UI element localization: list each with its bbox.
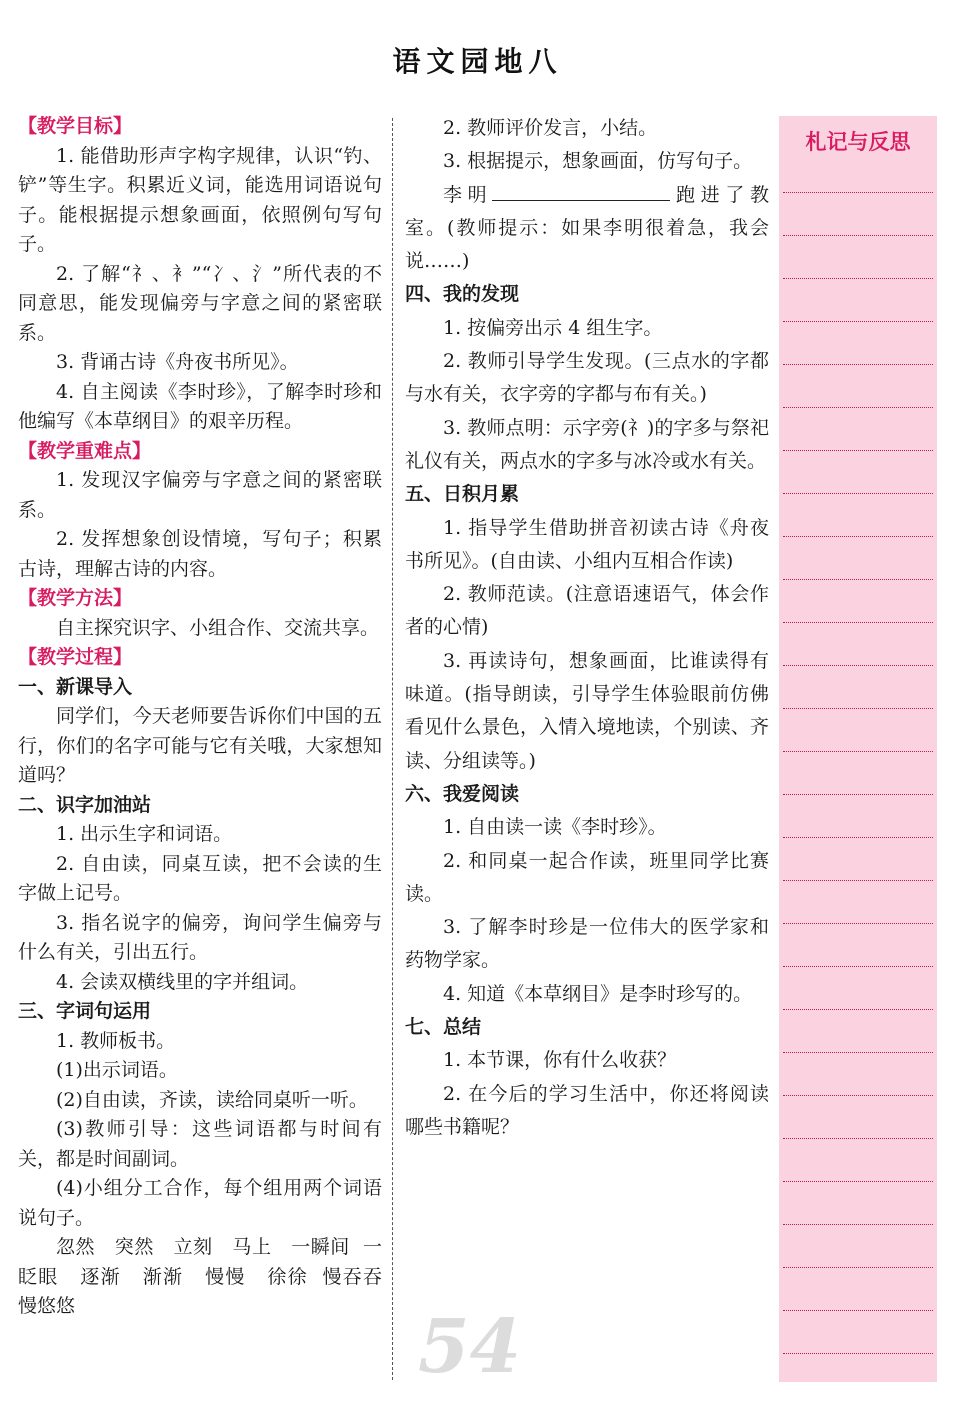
- left-column: [18, 112, 401, 1322]
- section-2-item-3: 3. 指名说字的偏旁，询问学生偏旁与什么有关，引出五行。: [18, 911, 382, 963]
- note-line: [783, 1310, 933, 1311]
- section-3-sub-4: (4)小组分工合作，每个组用两个词语说句子。: [18, 1177, 382, 1229]
- note-line: [783, 966, 933, 967]
- note-line: [783, 407, 933, 408]
- sidebar-title: 札记与反思: [805, 130, 911, 154]
- note-line: [783, 837, 933, 838]
- section-3-sub-3: (3)教师引导：这些词语都与时间有关，都是时间副词。: [18, 1118, 382, 1170]
- section-6-title: 六、我爱阅读: [405, 782, 520, 805]
- section-1-text: 同学们，今天老师要告诉你们中国的五行，你们的名字可能与它有关哦，大家想知道吗？: [18, 705, 382, 786]
- heading-method: 【教学方法】: [18, 587, 133, 609]
- middle-column: [405, 112, 769, 1144]
- heading-process: 【教学过程】: [18, 646, 133, 668]
- note-line: [783, 364, 933, 365]
- note-line: [783, 1095, 933, 1096]
- column-divider: [392, 118, 393, 1380]
- fill-in-sentence: [405, 179, 769, 279]
- note-line: [783, 1353, 933, 1354]
- note-line: [783, 1267, 933, 1268]
- section-2-item-2: 2. 自由读，同桌互读，把不会读的生字做上记号。: [18, 852, 382, 904]
- note-line: [783, 708, 933, 709]
- section-6-item-3: 3. 了解李时珍是一位伟大的医学家和药物学家。: [405, 916, 769, 972]
- section-3-sub-1: (1)出示词语。: [56, 1059, 178, 1081]
- section-2-item-1: 1. 出示生字和词语。: [56, 823, 233, 845]
- note-line: [783, 923, 933, 924]
- note-line: [783, 536, 933, 537]
- note-line: [783, 1138, 933, 1139]
- note-line: [783, 579, 933, 580]
- section-4-item-2: 2. 教师引导学生发现。(三点水的字都与水有关，衣字旁的字都与布有关。): [405, 350, 769, 406]
- section-5-item-2: 2. 教师范读。(注意语速语气，体会作者的心情): [405, 583, 769, 639]
- key-point-1: 1. 发现汉字偏旁与字意之间的紧密联系。: [18, 469, 382, 521]
- section-2-title: 二、识字加油站: [18, 793, 152, 816]
- section-7-item-1: 1. 本节课，你有什么收获？: [443, 1049, 677, 1072]
- section-1-title: 一、新课导入: [18, 675, 133, 698]
- section-5-item-1: 1. 指导学生借助拼音初读古诗《舟夜书所见》。(自由读、小组内互相合作读): [405, 516, 769, 572]
- section-5-title: 五、日积月累: [405, 483, 520, 506]
- note-line: [783, 1181, 933, 1182]
- note-line: [783, 794, 933, 795]
- section-5-item-3: 3. 再读诗句，想象画面，比谁读得有味道。(指导朗读，引导学生体验眼前仿佛看见什么景色，入情入境地读，个别读、齐读、分组读等。): [405, 649, 769, 772]
- key-point-2: 2. 发挥想象创设情境，写句子；积累古诗，理解古诗的内容。: [18, 528, 382, 580]
- sentence-rest: 跑进了教室。(教师提示：如果李明很着急，我会说……): [405, 183, 769, 273]
- note-line: [783, 1009, 933, 1010]
- note-line: [783, 751, 933, 752]
- note-line: [783, 665, 933, 666]
- note-line: [783, 493, 933, 494]
- page-title: 语文园地八: [392, 45, 563, 78]
- section-3-sub-2: (2)自由读，齐读，读给同桌听一听。: [56, 1088, 368, 1111]
- section-7-item-2: 2. 在今后的学习生活中，你还将阅读哪些书籍呢？: [405, 1082, 769, 1138]
- heading-goals: 【教学目标】: [18, 115, 133, 137]
- section-3-item-1: 1. 教师板书。: [56, 1029, 176, 1052]
- section-6-item-2: 2. 和同桌一起合作读，班里同学比赛读。: [405, 849, 769, 905]
- note-line: [783, 321, 933, 322]
- answer-blank: [492, 180, 670, 201]
- heading-key-points: 【教学重难点】: [18, 439, 152, 462]
- notes-sidebar: [779, 116, 937, 1382]
- goal-2: 2. 了解“礻、衤”“冫、氵”所代表的不同意思，能发现偏旁与字意之间的紧密联系。: [18, 262, 382, 344]
- section-6-item-4: 4. 知道《本草纲目》是李时珍写的。: [443, 982, 753, 1005]
- note-line: [783, 235, 933, 236]
- goal-4: 4. 自主阅读《李时珍》，了解李时珍和他编写《本草纲目》的艰辛历程。: [18, 380, 382, 432]
- section-6-item-1: 1. 自由读一读《李时珍》。: [443, 816, 667, 839]
- note-line: [783, 622, 933, 623]
- section-4-title: 四、我的发现: [405, 283, 520, 306]
- sentence-subject: 李明: [443, 183, 493, 206]
- method-text: 自主探究识字、小组合作、交流共享。: [56, 616, 380, 639]
- note-line: [783, 278, 933, 279]
- page-number: 54: [418, 1304, 521, 1390]
- note-line: [783, 1224, 933, 1225]
- section-4-item-3: 3. 教师点明：示字旁(礻)的字多与祭祀礼仪有关，两点水的字多与冰冷或水有关。: [405, 416, 769, 472]
- section-4-item-1: 1. 按偏旁出示 4 组生字。: [443, 316, 663, 339]
- goal-1: 1. 能借助形声字构字规律，认识“钓、铲”等生字。积累近义词，能选用词语说句子。能根据提示想象画面，依照例句写句子。: [18, 144, 382, 255]
- note-line: [783, 880, 933, 881]
- section-3-item-3: 3. 根据提示，想象画面，仿写句子。: [443, 150, 753, 173]
- goal-3: 3. 背诵古诗《舟夜书所见》。: [56, 351, 299, 373]
- section-2-item-4: 4. 会读双横线里的字并组词。: [56, 970, 309, 993]
- note-line: [783, 192, 933, 193]
- section-3-item-2: 2. 教师评价发言，小结。: [443, 117, 658, 139]
- section-7-title: 七、总结: [405, 1016, 482, 1039]
- word-list: 忽然 突然 立刻 马上 一瞬间 一眨眼 逐渐 渐渐 慢慢 徐徐 慢吞吞 慢悠悠: [18, 1236, 401, 1317]
- note-line: [783, 450, 933, 451]
- section-3-title: 三、字词句运用: [18, 1000, 152, 1022]
- note-line: [783, 1052, 933, 1053]
